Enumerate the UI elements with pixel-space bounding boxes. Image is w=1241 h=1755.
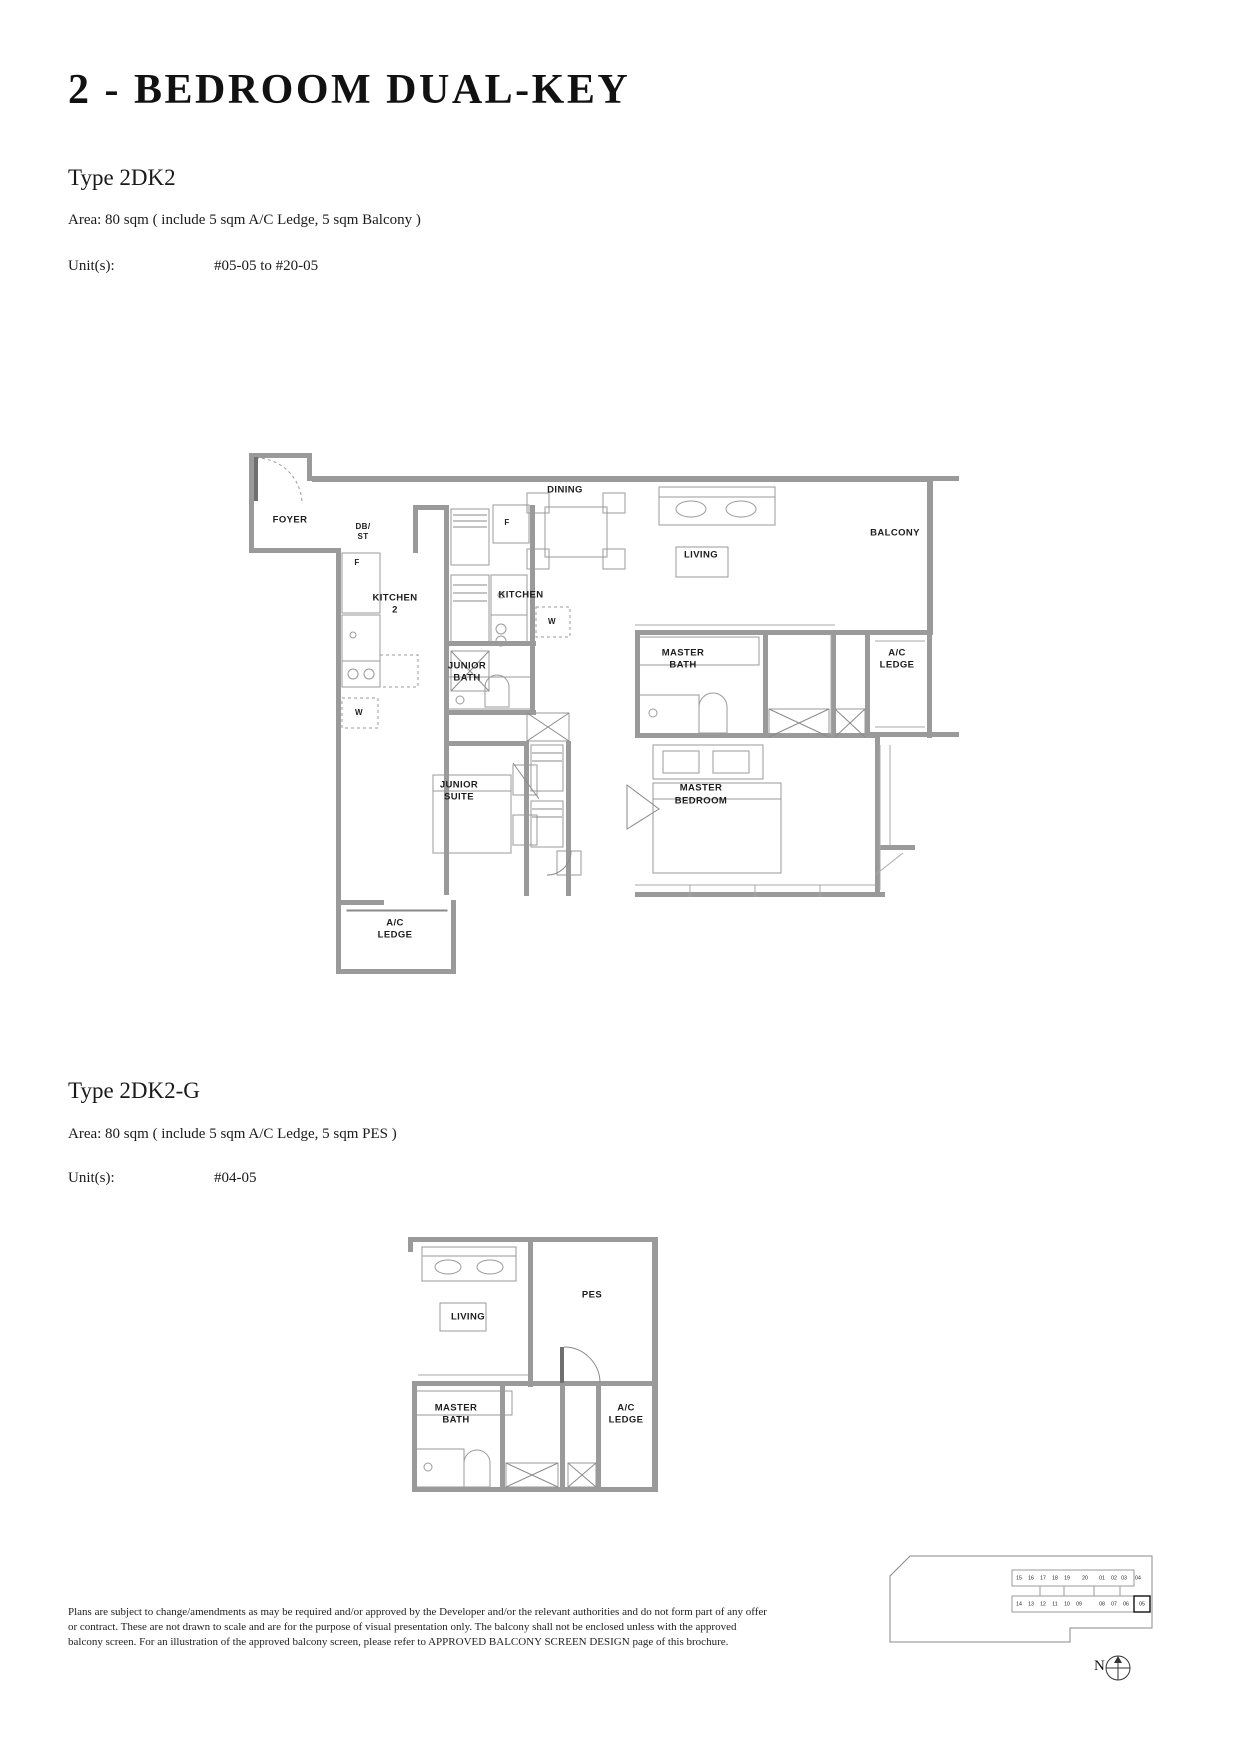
label-balcony: BALCONY — [870, 527, 920, 539]
label-ac-ledge-left-2: LEDGE — [377, 929, 413, 941]
label-junior-bath-2: BATH — [453, 672, 481, 684]
label-g-ac-1: A/C — [617, 1402, 635, 1414]
svg-text:02: 02 — [1111, 1575, 1117, 1582]
label-living: LIVING — [683, 549, 719, 561]
svg-text:13: 13 — [1028, 1601, 1034, 1608]
svg-text:06: 06 — [1123, 1601, 1129, 1608]
svg-text:20: 20 — [1082, 1575, 1088, 1582]
svg-text:04: 04 — [1135, 1575, 1141, 1582]
label-kitchen: KITCHEN — [498, 589, 544, 601]
label-db: DB/ — [355, 522, 371, 532]
plan-1-type-heading: Type 2DK2 — [68, 165, 176, 190]
label-kitchen2-line2: 2 — [392, 604, 398, 616]
svg-text:03: 03 — [1121, 1575, 1127, 1582]
svg-text:16: 16 — [1028, 1575, 1034, 1582]
label-washer-1: W — [548, 617, 556, 627]
label-junior-bath-1: JUNIOR — [447, 660, 487, 672]
plan-2-units-label: Unit(s): — [68, 1170, 115, 1186]
floor-plan-2dk2 — [235, 445, 965, 1045]
label-dining: DINING — [547, 484, 583, 496]
page-title: 2 - BEDROOM DUAL-KEY — [68, 67, 631, 113]
label-ac-ledge-left-1: A/C — [386, 917, 404, 929]
label-g-ac-2: LEDGE — [608, 1414, 644, 1426]
key-plan-unit-numbers — [1016, 1575, 1145, 1607]
label-master-bed-1: MASTER — [679, 782, 723, 794]
svg-text:19: 19 — [1064, 1575, 1070, 1582]
key-plan — [880, 1548, 1170, 1703]
svg-text:09: 09 — [1076, 1601, 1082, 1608]
svg-text:11: 11 — [1052, 1601, 1058, 1608]
label-junior-suite-1: JUNIOR — [439, 779, 479, 791]
label-master-bath-1: MASTER — [661, 647, 705, 659]
plan-1-area: Area: 80 sqm ( include 5 sqm A/C Ledge, 5 sqm Balcony ) — [68, 212, 421, 228]
label-kitchen2-line1: KITCHEN — [372, 592, 418, 604]
label-g-master-bath-1: MASTER — [434, 1402, 478, 1414]
svg-text:14: 14 — [1016, 1601, 1022, 1608]
disclaimer-text: Plans are subject to change/amendments as may be required and/or approved by the Developer and/or the relevant authorities and do not form part of any offer or contract. These are not drawn to scale and are for the purpose of visual presentation only. The balcony shall not be enclosed unless with the approved balcony screen. For an illustration of the approved balcony screen, please refer to APPROVED BALCONY SCREEN DESIGN page of this brochure. — [68, 1606, 767, 1648]
plan-2-type-heading: Type 2DK2-G — [68, 1078, 200, 1103]
label-g-pes: PES — [581, 1289, 603, 1301]
label-foyer: FOYER — [272, 514, 308, 526]
svg-text:05: 05 — [1139, 1601, 1145, 1608]
label-master-bed-2: BEDROOM — [674, 795, 728, 807]
svg-text:01: 01 — [1099, 1575, 1105, 1582]
label-fridge-1: F — [504, 518, 510, 528]
label-g-living: LIVING — [450, 1311, 486, 1323]
svg-text:17: 17 — [1040, 1575, 1046, 1582]
svg-text:10: 10 — [1064, 1601, 1070, 1608]
label-st: ST — [357, 532, 369, 542]
plan-2-area: Area: 80 sqm ( include 5 sqm A/C Ledge, 5 sqm PES ) — [68, 1126, 397, 1142]
svg-text:15: 15 — [1016, 1575, 1022, 1582]
north-label: N — [1094, 1658, 1105, 1674]
label-ac-ledge-right-1: A/C — [888, 647, 906, 659]
svg-text:07: 07 — [1111, 1601, 1117, 1608]
label-junior-suite-2: SUITE — [444, 791, 474, 803]
svg-text:08: 08 — [1099, 1601, 1105, 1608]
label-master-bath-2: BATH — [669, 659, 697, 671]
plan-2-units-value: #04-05 — [214, 1170, 257, 1186]
svg-text:18: 18 — [1052, 1575, 1058, 1582]
label-fridge-2: F — [354, 558, 360, 568]
floor-plan-2dk2-g — [400, 1225, 690, 1545]
label-washer-2: W — [355, 708, 363, 718]
plan-1-units-value: #05-05 to #20-05 — [214, 258, 319, 274]
svg-text:12: 12 — [1040, 1601, 1046, 1608]
plan-1-units-label: Unit(s): — [68, 258, 115, 274]
label-g-master-bath-2: BATH — [442, 1414, 470, 1426]
label-ac-ledge-right-2: LEDGE — [879, 659, 915, 671]
